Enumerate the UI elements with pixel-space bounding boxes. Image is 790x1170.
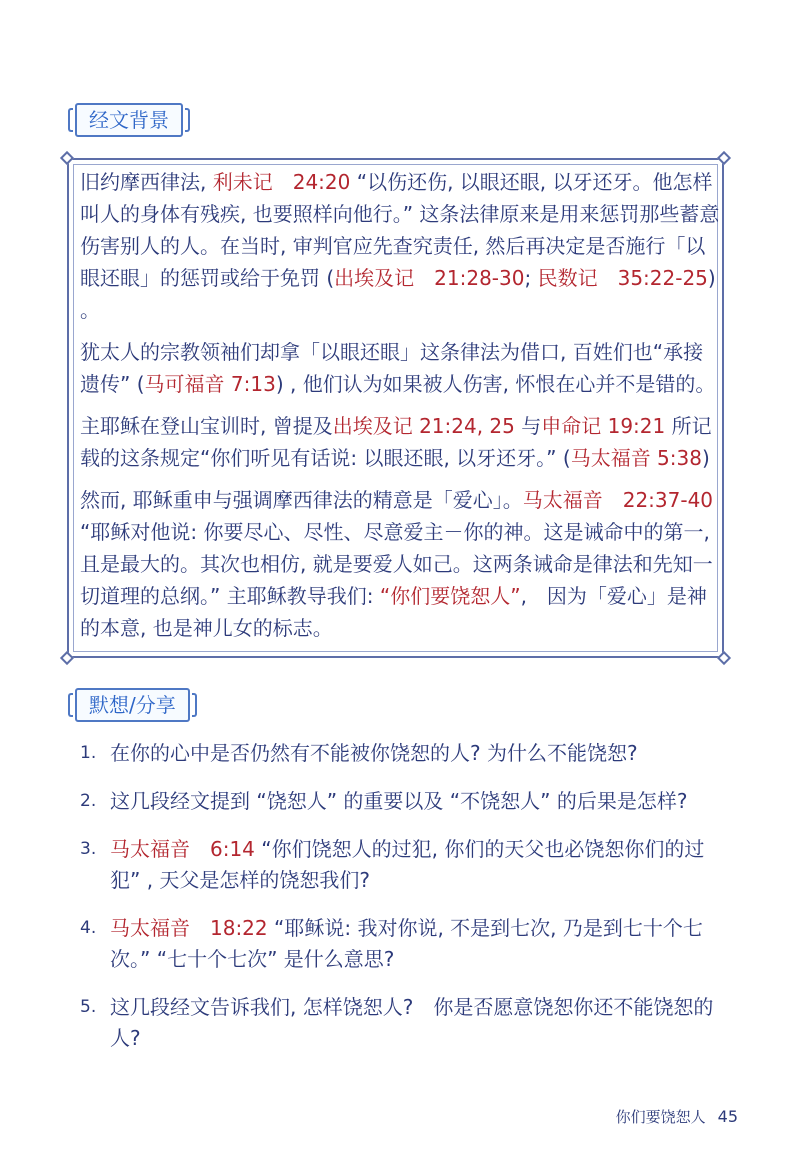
scripture-reference: 马太福音 6:14 [110,837,255,861]
text-span: ) [701,446,710,470]
scripture-reference: 民数记 35:22-25 [537,266,708,290]
text-span: 与 [514,414,542,438]
section-title-background: 经文背景 [89,108,169,132]
question-text: “耶稣说: 我对你说, 不是到七次, 乃是到七十个七次。” “七十个七次” 是什么意思? [110,916,703,971]
item-number: 5. [80,997,97,1017]
question-text: “你们饶恕人的过犯, 你们的天父也必饶恕你们的过犯” , 天父是怎样的饶恕我们? [110,837,705,892]
background-paragraph-2 [80,336,720,400]
text-span: ) 。 [80,266,716,322]
text-span: 犹太人的宗教领袖们却拿「以眼还眼」这条律法为借口, 百姓们也“承接遗传” ( [80,340,704,396]
question-text: 这几段经文告诉我们, 怎样饶恕人? 你是否愿意饶恕你还不能饶恕的人? [110,995,714,1050]
text-span: ) , 他们认为如果被人伤害, 怀恨在心并不是错的。 [275,372,716,396]
item-number: 2. [80,791,97,811]
running-title: 你们要饶恕人 [615,1108,706,1126]
item-number: 4. [80,918,97,938]
section-tag-background [75,103,183,137]
question-list [74,738,724,1071]
scripture-reference: 出埃及记 21:24, 25 [332,414,515,438]
background-text [80,166,720,654]
scripture-reference: 马太福音 18:22 [110,916,268,940]
list-item [74,738,724,769]
section-tag-reflect [75,688,190,722]
text-span: 旧约摩西律法, [80,170,213,194]
scripture-reference: 马可福音 7:13 [144,372,276,396]
background-paragraph-4 [80,484,720,644]
list-item [74,786,724,817]
list-item [74,992,724,1054]
question-text: 这几段经文提到 “饶恕人” 的重要以及 “不饶恕人” 的后果是怎样? [110,789,688,813]
page-footer [616,1106,738,1127]
text-span: 所记载的这条规定“你们听见有话说: 以眼还眼, 以牙还牙。” ( [80,414,712,470]
page-number: 45 [717,1107,738,1126]
background-paragraph-1 [80,166,720,326]
list-item [74,913,724,975]
quote-highlight: “你们要饶恕人” [379,584,521,608]
background-paragraph-3 [80,410,720,474]
text-span: ; [524,266,538,290]
text-span: 然而, 耶稣重申与强调摩西律法的精意是「爱心」。 [80,488,523,512]
scripture-reference: 马太福音 22:37-40 [522,488,714,512]
question-text: 在你的心中是否仍然有不能被你饶恕的人? 为什么不能饶恕? [110,741,638,765]
section-title-reflect: 默想/分享 [89,693,176,717]
scripture-reference: 申命记 19:21 [541,414,666,438]
text-span: 主耶稣在登山宝训时, 曾提及 [80,414,333,438]
scripture-reference: 出埃及记 21:28-30 [334,266,525,290]
text-span: “耶稣对他说: 你要尽心、尽性、尽意爱主－你的神。这是诫命中的第一, 且是最大的。其次也相仿, 就是要爱人如己。这两条诫命是律法和先知一切道理的总纲。” 主耶稣教导我们: [80,520,713,608]
text-span: “以伤还伤, 以眼还眼, 以牙还牙。他怎样叫人的身体有残疾, 也要照样向他行。” 这条法律原来是用来惩罚那些蓄意伤害别人的人。在当时, 审判官应先查究责任, 然后再决定是否施行「以眼还眼」的惩罚或给于免罚 ( [80,170,720,290]
item-number: 1. [80,743,97,763]
scripture-reference: 利未记 24:20 [212,170,351,194]
scripture-reference: 马太福音 5:38 [570,446,702,470]
list-item [74,834,724,896]
text-span: , 因为「爱心」是神的本意, 也是神儿女的标志。 [80,584,707,640]
item-number: 3. [80,839,97,859]
